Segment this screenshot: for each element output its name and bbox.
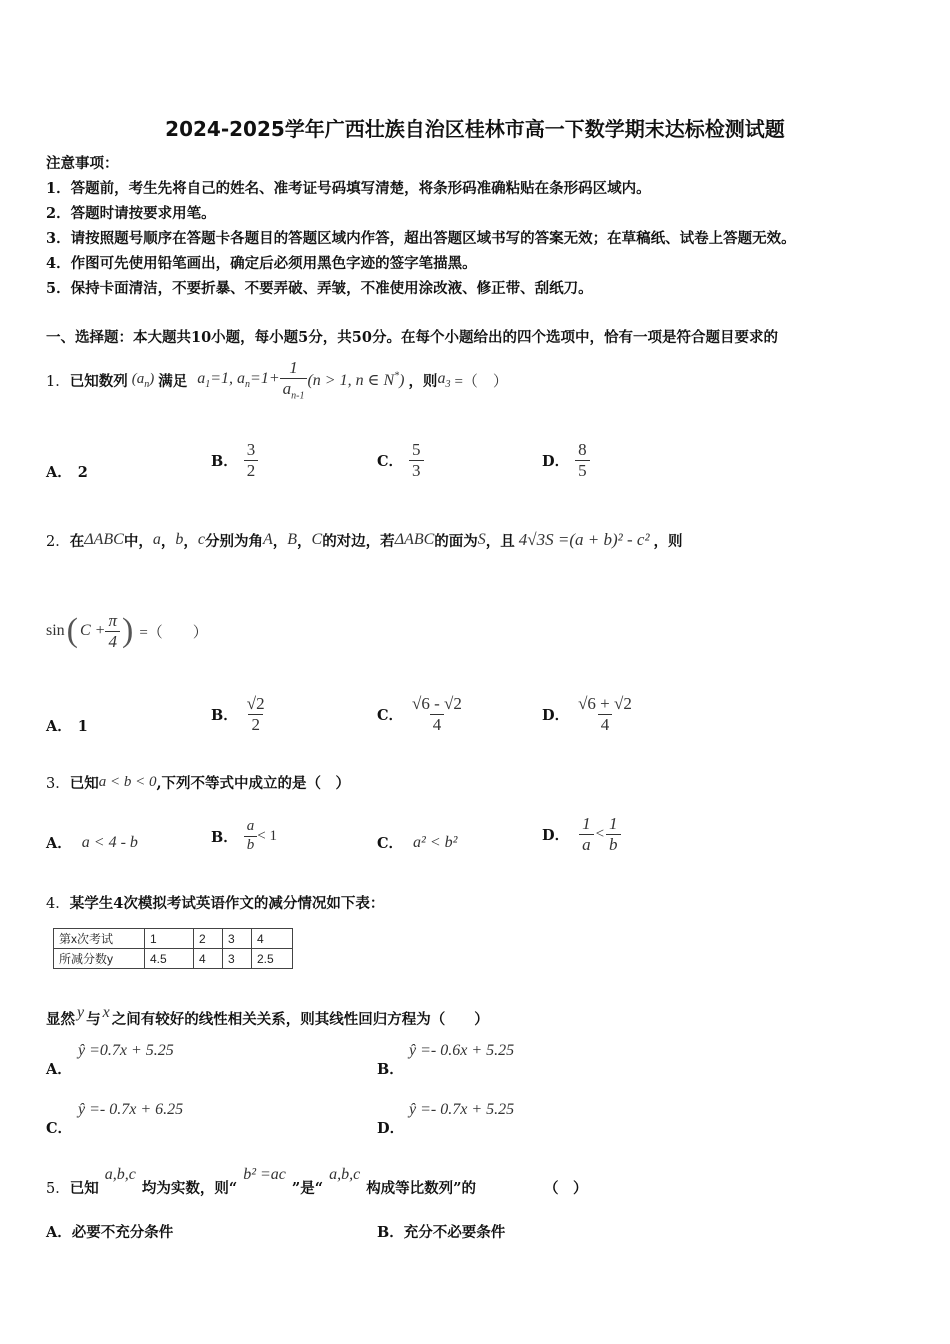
section-heading: 一、选择题：本大题共10小题，每小题5分，共50分。在每个小题给出的四个选项中，恰有一项是符合题目要求的 (46, 329, 778, 346)
question-number: 4． (46, 896, 70, 912)
recurrence-formula: $a_1=1$, $a_n=1+$ (197, 369, 280, 391)
question-1-stem: 1． 已知数列 $(a_n)$ 满足 $a_1=1$, $a_n=1+$ $\frac{1}{a_{n-1}}$ (n > 1, n ∈ N*) ，则 $a_3$ =（ ） (46, 358, 508, 402)
score-table (53, 928, 293, 969)
notice-item: 3．请按照题号顺序在答题卡各题目的答题区域内作答，超出答题区域书写的答案无效；在草稿纸、试卷上答题无效。 (46, 230, 796, 247)
option-d[interactable]: D． $\frac{1}{a}$ < $\frac{1}{b}$ (542, 810, 621, 858)
page-title: 2024-2025学年广西壮族自治区桂林市高一下数学期末达标检测试题 (165, 117, 785, 141)
notice-item: 5．保持卡面清洁，不要折暴、不要弄破、弄皱，不准使用涂改液、修正带、刮纸刀。 (46, 280, 593, 297)
question-number: 3． (46, 776, 70, 792)
question-4-ask: 显然 y 与 x 之间有较好的线性相关关系，则其线性回归方程为（ ） (46, 1003, 489, 1028)
option-d[interactable]: D． $\frac{√6 + √2}{4}$ (542, 693, 632, 734)
option-c[interactable]: C． $\frac{5}{3}$ (377, 436, 424, 484)
option-a[interactable]: A． 1 (46, 718, 88, 735)
notice-item: 4．作图可先使用铅笔画出，确定后必须用黑色字迹的签字笔描黑。 (46, 255, 477, 272)
question-number: 2． (46, 533, 70, 550)
notice-item: 2．答题时请按要求用笔。 (46, 205, 216, 222)
option-c[interactable]: C． $\frac{√6 - √2}{4}$ (377, 693, 462, 734)
notice-item: 1．答题前，考生先将自己的姓名、准考证号码填写清楚，将条形码准确粘贴在条形码区域内。 (46, 180, 651, 197)
question-2-ask: sin ( C + $\frac{\pi}{4}$ ) =（ ） (46, 610, 208, 651)
question-4-stem: 4．某学生4次模拟考试英语作文的减分情况如下表： (46, 895, 385, 912)
option-a[interactable]: A．必要不充分条件 (46, 1224, 174, 1241)
area-equation: 4√3S =(a + b)² - c² (518, 530, 650, 549)
question-number: 5． (46, 1181, 70, 1197)
question-5-stem: 5． 已知 a,b,c 均为实数，则“ b² =ac ”是“ a,b,c 构成等比数列”的 （ ） (46, 1166, 588, 1197)
option-d[interactable]: D． $\frac{8}{5}$ (542, 436, 590, 484)
sequence-symbol: $(a_n)$ (131, 370, 155, 390)
option-c[interactable]: C． a² < b² (377, 833, 458, 852)
option-b[interactable]: B． $\frac{√2}{2}$ (211, 693, 265, 734)
option-a[interactable]: A． 2 (46, 464, 88, 481)
notice-heading: 注意事项： (46, 155, 119, 172)
option-a[interactable]: A． a < 4 - b (46, 833, 138, 852)
option-b[interactable]: B． $\frac{3}{2}$ (211, 436, 258, 484)
recurrence-fraction: $\frac{1}{a_{n-1}}$ (280, 358, 308, 401)
table-row: 第x次考试 1 2 3 4 (54, 929, 293, 949)
question-3-stem: 3． 已知 a < b < 0 ,下列不等式中成立的是（ ） (46, 774, 351, 792)
table-row: 所减分数y 4.5 4 3 2.5 (54, 949, 293, 969)
question-target: $a_3$ (437, 369, 451, 391)
option-b[interactable]: B． $\frac{a}{b}$ < 1 (211, 818, 277, 853)
option-b[interactable]: B．充分不必要条件 (377, 1224, 506, 1241)
question-number: 1． (46, 373, 70, 390)
question-2-stem: 2． 在 ΔABC 中， a ， b ， c 分别为角 A ， B ， C 的对边，若 ΔABC 的面为 S ，且 4√3S =(a + b)² - c² ，则 (46, 530, 683, 550)
